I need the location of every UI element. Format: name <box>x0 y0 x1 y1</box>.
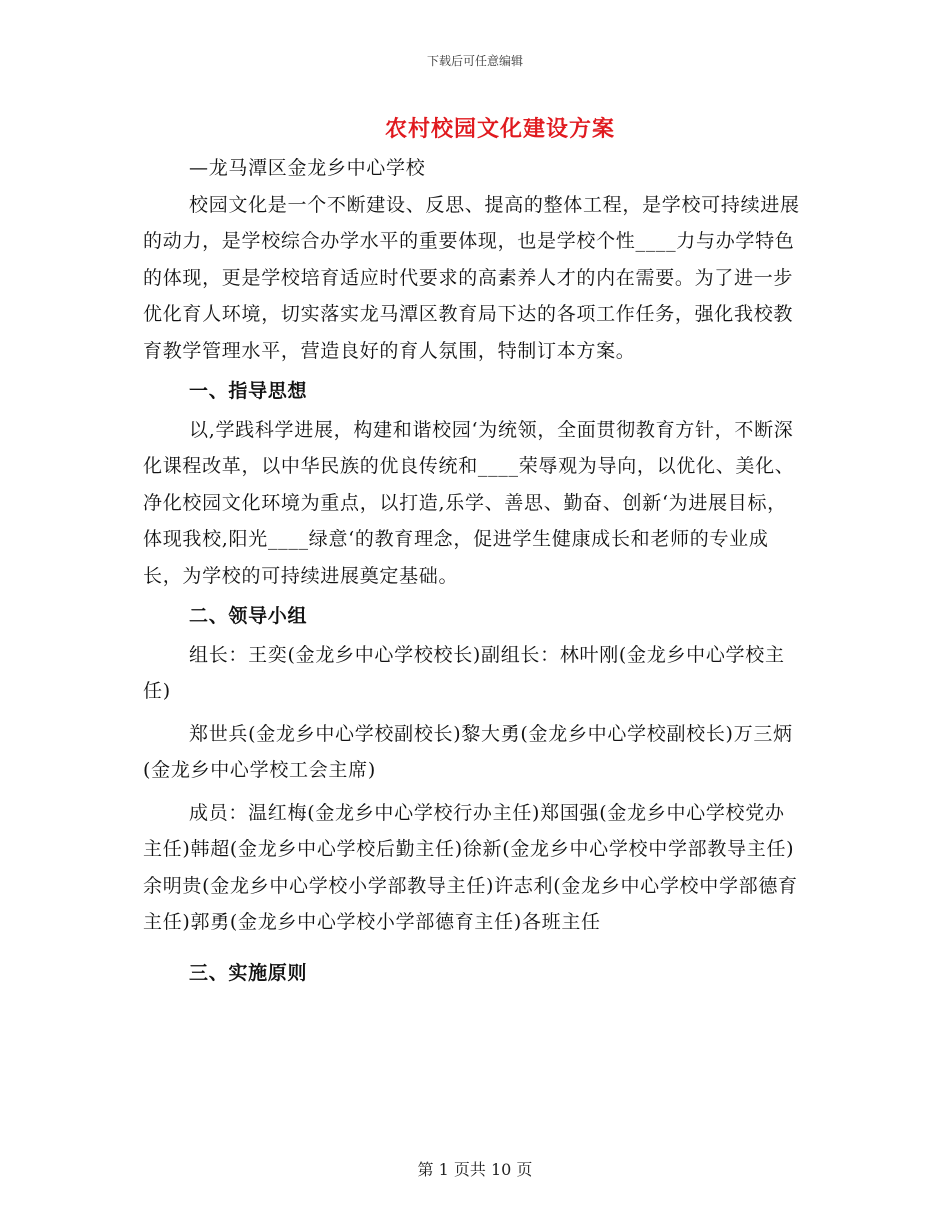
leadership-leaders-paragraph: 组长：王奕(金龙乡中心学校校长)副组长：林叶刚(金龙乡中心学校主任) <box>143 643 785 702</box>
document-title: 农村校园文化建设方案 <box>384 116 615 142</box>
document-subtitle: —龙马潭区金龙乡中心学校 <box>189 157 426 179</box>
document-body <box>143 150 803 993</box>
page-header-note: 下载后可任意编辑 <box>426 54 523 68</box>
leadership-members-paragraph: 成员：温红梅(金龙乡中心学校行办主任)郑国强(金龙乡中心学校党办主任)韩超(金龙乡中心学校后勤主任)徐新(金龙乡中心学校中学部教导主任)余明贵(金龙乡中心学校小学部教导主任)许志利(金龙乡中心学校中学部德育主任)郭勇(金龙乡中心学校小学部德育主任)各班主任 <box>143 801 798 933</box>
section-heading-leadership-group: 二、领导小组 <box>189 605 308 627</box>
intro-paragraph: 校园文化是一个不断建设、反思、提高的整体工程，是学校可持续进展的动力，是学校综合办学水平的重要体现，也是学校个性____力与办学特色的体现，更是学校培育适应时代要求的高素养人才的内在需要。为了进一步优化育人环境，切实落实龙马潭区教育局下达的各项工作任务，强化我校教育教学管理水平，营造良好的育人氛围，特制订本方案。 <box>143 193 800 362</box>
section-heading-principles: 三、实施原则 <box>189 961 308 984</box>
section-heading-guiding-ideology: 一、指导思想 <box>189 380 308 402</box>
page-number-footer: 第 1 页共 10 页 <box>417 1160 533 1179</box>
guiding-ideology-paragraph: 以,学践科学进展，构建和谐校园‘为统领，全面贯彻教育方针，不断深化课程改革，以中华民族的优良传统和____荣辱观为导向，以优化、美化、净化校园文化环境为重点，以打造,乐学、善思、勤奋、创新‘为进展目标，体现我校,阳光____绿意‘的教育理念，促进学生健康成长和老师的专业成长，为学校的可持续进展奠定基础。 <box>143 418 795 587</box>
leadership-deputies-paragraph: 郑世兵(金龙乡中心学校副校长)黎大勇(金龙乡中心学校副校长)万三炳(金龙乡中心学校工会主席) <box>143 722 793 781</box>
